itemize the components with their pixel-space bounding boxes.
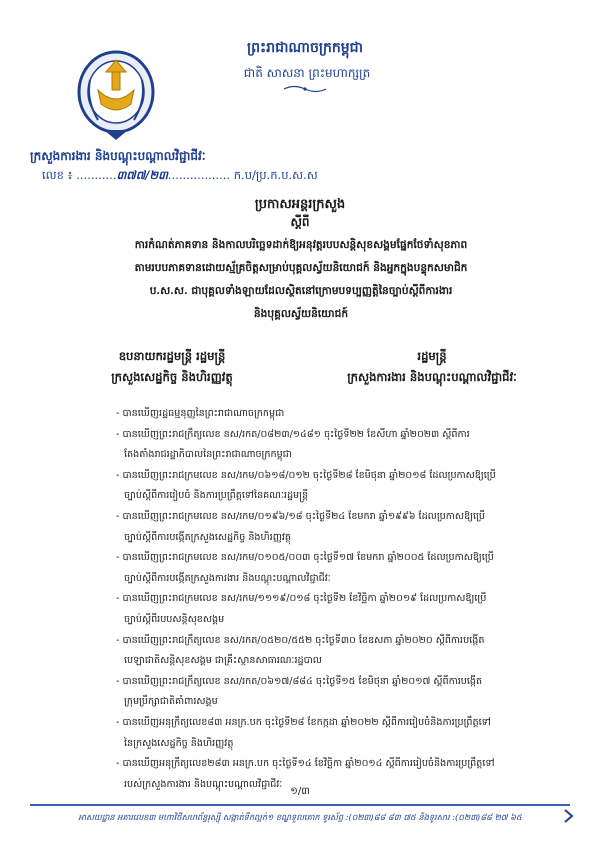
clause-line: - បានឃើញព្រះរាជក្រមលេខ នស/រកម/០៦១៨/០១២ ចុះថ្ងៃទី២៨ ខែមិថុនា ឆ្នាំ២០១៨ ដែលប្រកាសឱ្យប្រើ <box>116 469 496 481</box>
subject-line: តាមរបបភាគទានដោយស្ម័គ្រចិត្តសម្រាប់បុគ្គលស្វ័យនិយោជក៍ និងអ្នកក្នុងបន្ទុកសមាជិក <box>134 262 468 274</box>
clause-line: - បានឃើញព្រះរាជក្រឹត្យលេខ នស/រកត/០៥២០/៥៥២ ចុះថ្ងៃទី៣០ ខែឧសភា ឆ្នាំ២០២០ ស្តីពីការបង្កើត <box>116 634 485 646</box>
signatory-title: ឧបនាយករដ្ឋមន្ត្រី រដ្ឋមន្ត្រី <box>118 349 226 363</box>
clause-line: ច្បាប់ស្តីពីការបង្កើតក្រសួងសេដ្ឋកិច្ច និងហិរញ្ញវត្ថុ <box>124 531 291 543</box>
clause-line: នៃក្រសួងសេដ្ឋកិច្ច និងហិរញ្ញវត្ថុ <box>124 737 234 749</box>
signatory-ministry: ក្រសួងការងារ និងបណ្តុះបណ្តាលវិជ្ជាជីវៈ <box>347 370 517 384</box>
signatory-title: រដ្ឋមន្ត្រី <box>417 349 447 363</box>
signatory-ministry: ក្រសួងសេដ្ឋកិច្ច និងហិរញ្ញវត្ថុ <box>111 370 233 384</box>
clause-line: - បានឃើញអនុក្រឹត្យលេខ៨៣ អនក្រ.បក ចុះថ្ងៃទី២៨ ខែកក្កដា ឆ្នាំ២០២២ ស្តីពីការរៀបចំនិងការប្រព្រឹត្តទៅ <box>116 716 491 728</box>
national-motto: ជាតិ សាសនា ព្រះមហាក្សត្រ <box>243 66 371 80</box>
footer-divider <box>30 804 570 806</box>
clause-line: - បានឃើញអនុក្រឹត្យលេខ២៨៣ អនក្រ.បក ចុះថ្ងៃទី១៤ ខែវិច្ឆិកា ឆ្នាំ២០១៤ ស្តីពីការរៀបចំនិងការប្រព្រឹត្តទៅ <box>116 758 495 770</box>
footer-hook-mark <box>562 808 576 824</box>
ref-suffix: ក.ប/ប្រ.ក.ប.ស.ស <box>233 168 318 182</box>
clause-line: របស់ក្រសួងការងារ និងបណ្តុះបណ្តាលវិជ្ជាជីវៈ <box>124 778 283 790</box>
clause-line: - បានឃើញរដ្ឋធម្មនុញ្ញនៃព្រះរាជាណាចក្រកម្ពុជា <box>116 408 285 419</box>
document-subject <box>34 234 568 326</box>
kingdom-title: ព្រះរាជាណាចក្រកម្ពុជា <box>246 40 363 56</box>
ref-number-handwritten: ៣៧៧ <box>116 168 146 182</box>
signatory-finance-minister <box>62 346 282 388</box>
regarding-label: ស្តីពី <box>290 215 310 229</box>
clause-line: ក្រុមប្រឹក្សាជាតិគាំពារសង្គម <box>124 696 218 708</box>
signatory-labour-minister <box>312 346 552 388</box>
issuing-ministry: ក្រសួងការងារ និងបណ្តុះបណ្តាលវិជ្ជាជីវៈ <box>30 149 206 163</box>
clause-line: ច្បាប់ស្តីពីរបបសន្តិសុខសង្គម <box>124 613 225 625</box>
footer-address: អាសយដ្ឋាន អគារលេខ៣ មហាវិថីសហព័ន្ធរុស្ស៊ី សង្កាត់ទឹកល្អក់១ ខណ្ឌទួលគោក ទូរស័ព្ទ :(០២៣)៨៨ ៨៣ ៧៥ និងទូរសារ :(០២៣)៨៨ ២៧ ៦៥ <box>78 812 522 822</box>
ministry-emblem-logo <box>76 50 156 142</box>
subject-line: ការកំណត់ភាគទាន និងកាលបរិច្ឆេទដាក់ឱ្យអនុវត្តរបបសន្តិសុខសង្គមផ្នែកថែទាំសុខភាព <box>134 239 468 251</box>
clause-line: - បានឃើញព្រះរាជក្រមលេខ នស/រកម/១១១៩/០១៨ ចុះថ្ងៃទី២ ខែវិច្ឆិកា ឆ្នាំ២០១៩ ដែលប្រកាសឱ្យប្រើ <box>116 593 487 605</box>
document-type: ប្រកាសអន្តរក្រសួង <box>254 197 346 212</box>
clause-line: - បានឃើញព្រះរាជក្រឹត្យលេខ នស/រកត/០៨២៣/១៤៨១ ចុះថ្ងៃទី២២ ខែសីហា ឆ្នាំ២០២៣ ស្តីពីការ <box>116 428 470 440</box>
legal-basis-list <box>116 404 576 795</box>
subject-line: ប.ស.ស. ជាបុគ្គលទាំងឡាយដែលស្ថិតនៅក្រោមបទប្បញ្ញត្តិនៃច្បាប់ស្តីពីការងារ <box>149 285 453 297</box>
subject-line: និងបុគ្គលស្វ័យនិយោជក៍ <box>253 308 349 320</box>
reference-number: លេខ ៖ ...........៣៧៧/២៣................. ក.ប/ប្រ.ក.ប.ស.ស <box>42 168 318 182</box>
clause-line: ច្បាប់ស្តីពីការរៀបចំ និងការប្រព្រឹត្តទៅនៃគណៈរដ្ឋមន្ត្រី <box>124 490 309 502</box>
ref-label: លេខ ៖ <box>42 168 73 182</box>
clause-line: - បានឃើញព្រះរាជក្រឹត្យលេខ នស/រកត/០៦១៧/៨៨៤ ចុះថ្ងៃទី១៥ ខែមិថុនា ឆ្នាំ២០១៧ ស្តីពីការបង្កើត <box>116 675 483 687</box>
page-number: ១/៣ <box>290 786 310 797</box>
clause-line: - បានឃើញព្រះរាជក្រមលេខ នស/រកម/០១៩៦/១៨ ចុះថ្ងៃទី២៤ ខែមករា ឆ្នាំ១៩៩៦ ដែលប្រកាសឱ្យប្រើ <box>116 510 485 522</box>
clause-line: ច្បាប់ស្តីពីការបង្កើតក្រសួងការងារ និងបណ្តុះបណ្តាលវិជ្ជាជីវៈ <box>124 572 331 584</box>
ornament-divider <box>282 84 328 94</box>
clause-line: - បានឃើញព្រះរាជក្រមលេខ នស/រកម/០១០៥/០០៣ ចុះថ្ងៃទី១៧ ខែមករា ឆ្នាំ២០០៥ ដែលប្រកាសឱ្យប្រើ <box>116 552 494 564</box>
clause-line: បេឡាជាតិសន្តិសុខសង្គម ជាគ្រឹះស្ថានសាធារណៈរដ្ឋបាល <box>124 655 322 667</box>
clause-line: តែងតាំងរាជរដ្ឋាភិបាលនៃព្រះរាជាណាចក្រកម្ពុជា <box>124 449 292 461</box>
ref-year-handwritten: /២៣ <box>145 168 168 182</box>
